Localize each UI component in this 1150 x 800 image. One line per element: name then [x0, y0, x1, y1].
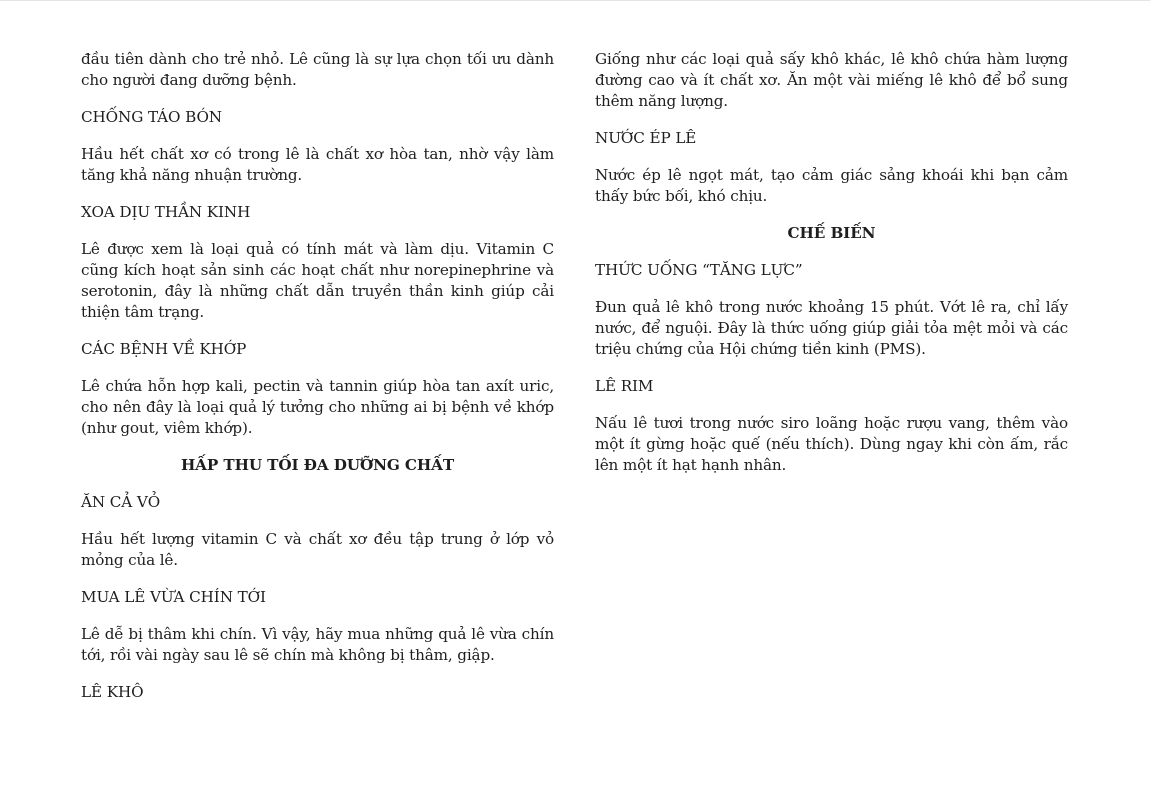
intro-paragraph: đầu tiên dành cho trẻ nhỏ. Lê cũng là sự lựa chọn tối ưu dành cho người đang dưỡng bệnh. [81, 50, 554, 89]
page-top-border [0, 0, 1150, 1]
ripe-heading: MUA LÊ VỪA CHÍN TỚI [81, 588, 266, 606]
left-column [81, 49, 554, 719]
juice-paragraph: Nước ép lê ngọt mát, tạo cảm giác sảng khoái khi bạn cảm thấy bức bối, khó chịu. [595, 166, 1068, 205]
ripe-paragraph: Lê dễ bị thâm khi chín. Vì vậy, hãy mua những quả lê vừa chín tới, rồi vài ngày sau lê sẽ chín mà không bị thâm, giập. [81, 625, 554, 664]
absorb-section-title: HẤP THU TỐI ĐA DƯỠNG CHẤT [180, 456, 455, 474]
dried-paragraph: Giống như các loại quả sấy khô khác, lê khô chứa hàm lượng đường cao và ít chất xơ. Ăn một vài miếng lê khô để bổ sung thêm năng lượng. [595, 50, 1068, 110]
energy-drink-heading: THỨC UỐNG “TĂNG LỰC” [595, 261, 803, 279]
nerves-paragraph: Lê được xem là loại quả có tính mát và làm dịu. Vitamin C cũng kích hoạt sản sinh các hoạt chất như norepinephrine và serotonin, đây là những chất dẫn truyền thần kinh giúp cải thiện tâm trạng. [81, 240, 554, 321]
nerves-heading: XOA DỊU THẦN KINH [81, 203, 251, 221]
joints-heading: CÁC BỆNH VỀ KHỚP [81, 340, 247, 358]
joints-paragraph: Lê chứa hỗn hợp kali, pectin và tannin giúp hòa tan axít uric, cho nên đây là loại quả lý tưởng cho những ai bị bệnh về khớp (như gout, viêm khớp). [81, 377, 554, 437]
constipation-paragraph: Hầu hết chất xơ có trong lê là chất xơ hòa tan, nhờ vậy làm tăng khả năng nhuận trường. [81, 145, 554, 184]
right-column [595, 49, 1068, 492]
constipation-heading: CHỐNG TÁO BÓN [81, 108, 222, 126]
peel-heading: ĂN CẢ VỎ [81, 493, 161, 511]
dried-heading: LÊ KHÔ [81, 683, 144, 701]
peel-paragraph: Hầu hết lượng vitamin C và chất xơ đều tập trung ở lớp vỏ mỏng của lê. [81, 530, 554, 569]
poached-heading: LÊ RIM [595, 377, 654, 395]
energy-drink-paragraph: Đun quả lê khô trong nước khoảng 15 phút. Vớt lê ra, chỉ lấy nước, để nguội. Đây là thức uống giúp giải tỏa mệt mỏi và các triệu chứng của Hội chứng tiền kinh (PMS). [595, 298, 1068, 358]
prep-section-title: CHẾ BIẾN [787, 224, 876, 242]
juice-heading: NƯỚC ÉP LÊ [595, 129, 697, 147]
poached-paragraph: Nấu lê tươi trong nước siro loãng hoặc rượu vang, thêm vào một ít gừng hoặc quế (nếu thích). Dùng ngay khi còn ấm, rắc lên một ít hạt hạnh nhân. [595, 414, 1068, 474]
